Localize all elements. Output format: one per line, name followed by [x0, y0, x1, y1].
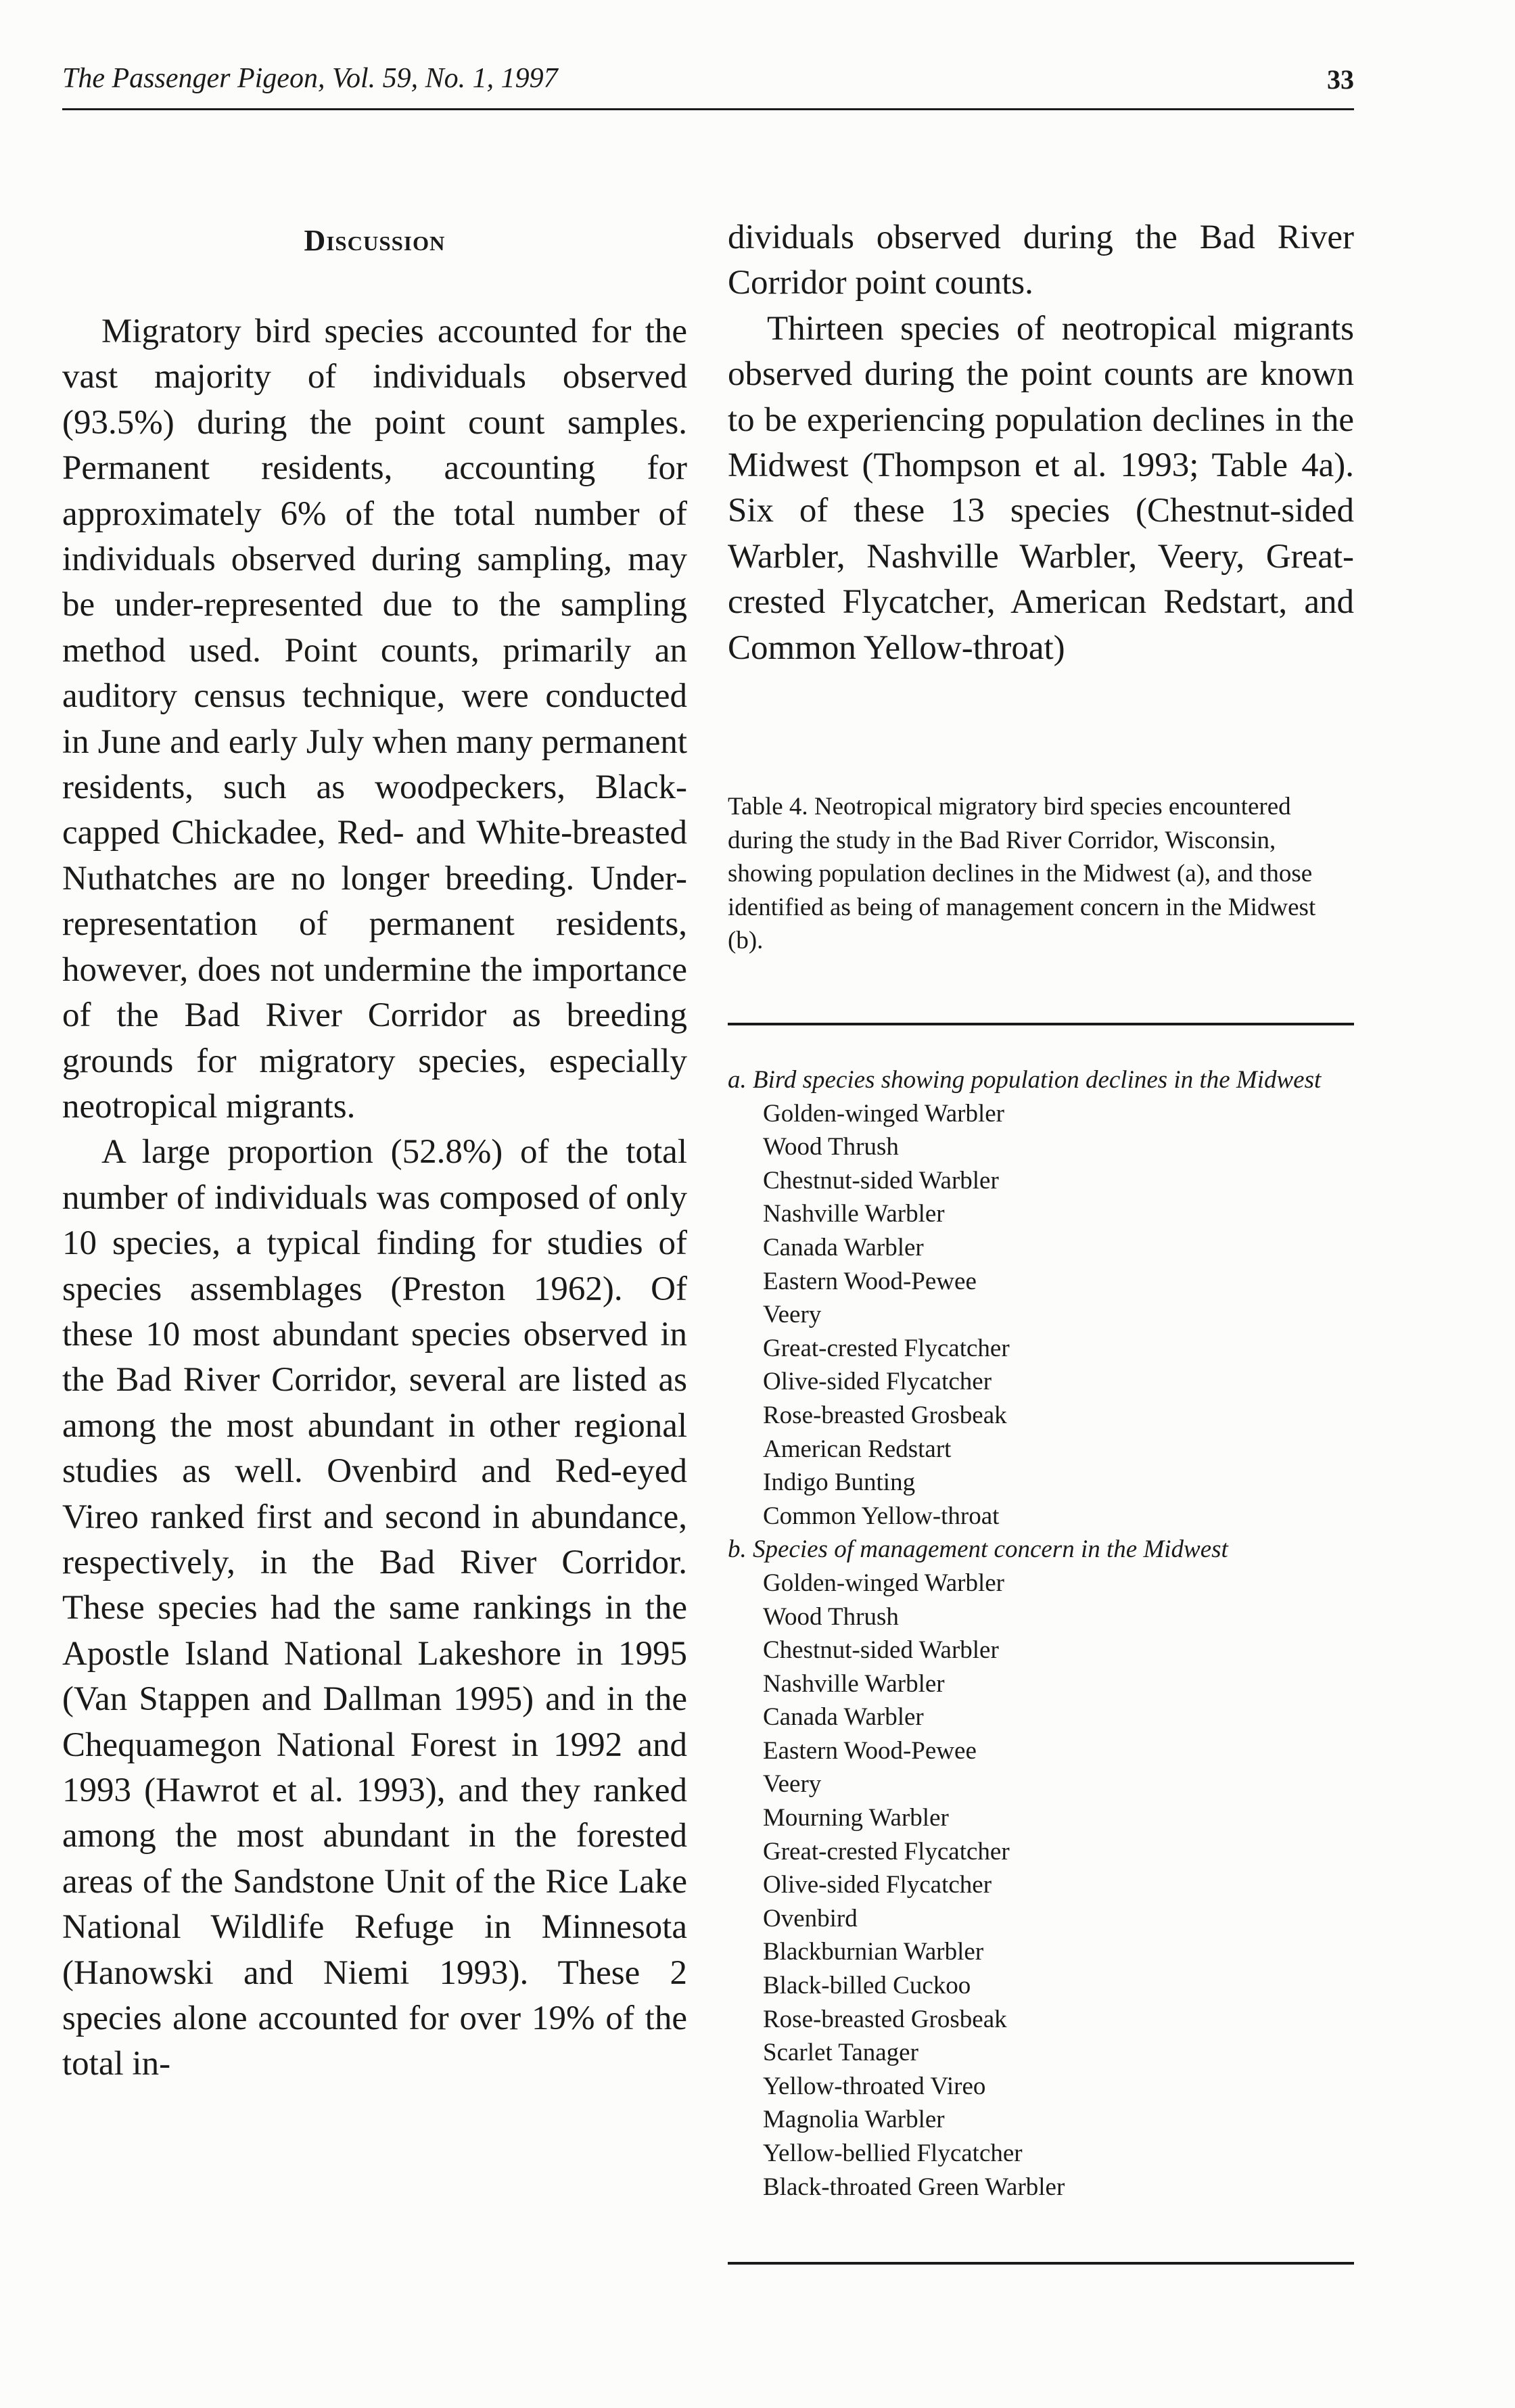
species-item: Ovenbird — [763, 1904, 858, 1932]
species-item: Indigo Bunting — [763, 1468, 916, 1497]
species-item: Golden-winged Warbler — [763, 1569, 1004, 1597]
species-item: Great-crested Flycatcher — [763, 1334, 1010, 1362]
section-a-heading: a. Bird species showing population declines in the Midwest — [728, 1066, 1322, 1094]
page-number: 33 — [1327, 64, 1354, 95]
table-top-rule — [728, 1023, 1354, 1025]
species-item: Eastern Wood-Pewee — [763, 1267, 977, 1295]
species-item: Nashville Warbler — [763, 1200, 945, 1228]
section-b-heading: b. Species of management concern in the Midwest — [728, 1535, 1228, 1564]
species-item: Rose-breasted Grosbeak — [763, 2005, 1007, 2033]
species-item: Black-billed Cuckoo — [763, 1972, 971, 2000]
left-column — [62, 223, 687, 2087]
right-column — [728, 215, 1354, 671]
species-item: Black-throated Green Warbler — [763, 2173, 1065, 2201]
header-rule — [62, 108, 1354, 110]
species-item: Eastern Wood-Pewee — [763, 1736, 977, 1765]
running-head — [62, 62, 1354, 104]
species-item: Wood Thrush — [763, 1602, 899, 1631]
species-item: Olive-sided Flycatcher — [763, 1368, 992, 1396]
discussion-paragraph-3: Thirteen species of neotropical migrants observed during the point counts are known to be experiencing population declines in the Midwest (Thompson et al. 1993; Table 4a). Six of these 13 species (Chestnut-sided Warbler, Nashville Warbler, Veery, Great-crested Flycatcher, American Redstart, and Common Yellow-throat) — [728, 309, 1354, 667]
discussion-paragraph-1: Migratory bird species accounted for the vast majority of individuals observed (93.5%) during the point count samples. Permanent residents, accounting for approximately 6% of the total number of individuals observed during sampling, may be under-represented due to the sampling method used. Point counts, primarily an auditory census technique, were conducted in June and early July when many permanent residents, such as woodpeckers, Black-capped Chickadee, Red- and White-breasted Nuthatches are no longer breeding. Under-representation of permanent residents, however, does not undermine the importance of the Bad River Corridor as breeding grounds for migratory species, especially neotropical migrants. — [62, 312, 687, 1126]
section-a-list — [728, 1097, 1354, 1533]
species-item: Magnolia Warbler — [763, 2106, 945, 2134]
species-item: American Redstart — [763, 1435, 952, 1463]
species-item: Canada Warbler — [763, 1233, 924, 1261]
discussion-paragraph-2-continued: dividuals observed during the Bad River Corridor point counts. — [728, 218, 1354, 302]
species-item: Yellow-bellied Flycatcher — [763, 2139, 1023, 2167]
species-item: Rose-breasted Grosbeak — [763, 1401, 1007, 1429]
species-item: Yellow-throated Vireo — [763, 2072, 986, 2100]
discussion-body-continued — [728, 215, 1354, 671]
species-item: Nashville Warbler — [763, 1669, 945, 1698]
journal-title: The Passenger Pigeon, Vol. 59, No. 1, 1997 — [62, 63, 558, 94]
discussion-heading: Discussion — [304, 224, 446, 257]
discussion-body — [62, 309, 687, 2087]
species-item: Veery — [763, 1770, 822, 1799]
species-item: Wood Thrush — [763, 1133, 899, 1161]
species-item: Common Yellow-throat — [763, 1502, 1000, 1530]
section-b-list — [728, 1567, 1354, 2204]
discussion-paragraph-2: A large proportion (52.8%) of the total number of individuals was composed of only 10 species, a typical finding for studies of species assemblages (Preston 1962). Of these 10 most abundant species observed in the Bad River Corridor, several are listed as among the most abundant in other regional studies as well. Ovenbird and Red-eyed Vireo ranked first and second in abundance, respectively, in the Bad River Corridor. These species had the same rankings in the Apostle Island National Lakeshore in 1995 (Van Stappen and Dallman 1995) and in the Chequamegon National Forest in 1992 and 1993 (Hawrot et al. 1993), and they ranked among the most abundant in the forested areas of the Sandstone Unit of the Rice Lake National Wildlife Refuge in Minnesota (Hanowski and Niemi 1993). These 2 species alone accounted for over 19% of the total in- — [62, 1133, 687, 2083]
species-item: Chestnut-sided Warbler — [763, 1636, 999, 1665]
species-item: Canada Warbler — [763, 1703, 924, 1732]
species-item: Scarlet Tanager — [763, 2039, 918, 2067]
table-4-caption: Table 4. Neotropical migratory bird species encountered during the study in the Bad River Corridor, Wisconsin, showing population declines in the Midwest (a), and those identified as being of management concern in the Midwest (b). — [728, 793, 1316, 954]
species-item: Blackburnian Warbler — [763, 1938, 984, 1966]
species-item: Veery — [763, 1301, 822, 1329]
species-item: Chestnut-sided Warbler — [763, 1166, 999, 1195]
table-bottom-rule — [728, 2262, 1354, 2265]
species-item: Golden-winged Warbler — [763, 1099, 1004, 1128]
species-item: Olive-sided Flycatcher — [763, 1871, 992, 1899]
species-item: Great-crested Flycatcher — [763, 1837, 1010, 1866]
table-4-body — [728, 1063, 1354, 2204]
species-item: Mourning Warbler — [763, 1804, 949, 1832]
